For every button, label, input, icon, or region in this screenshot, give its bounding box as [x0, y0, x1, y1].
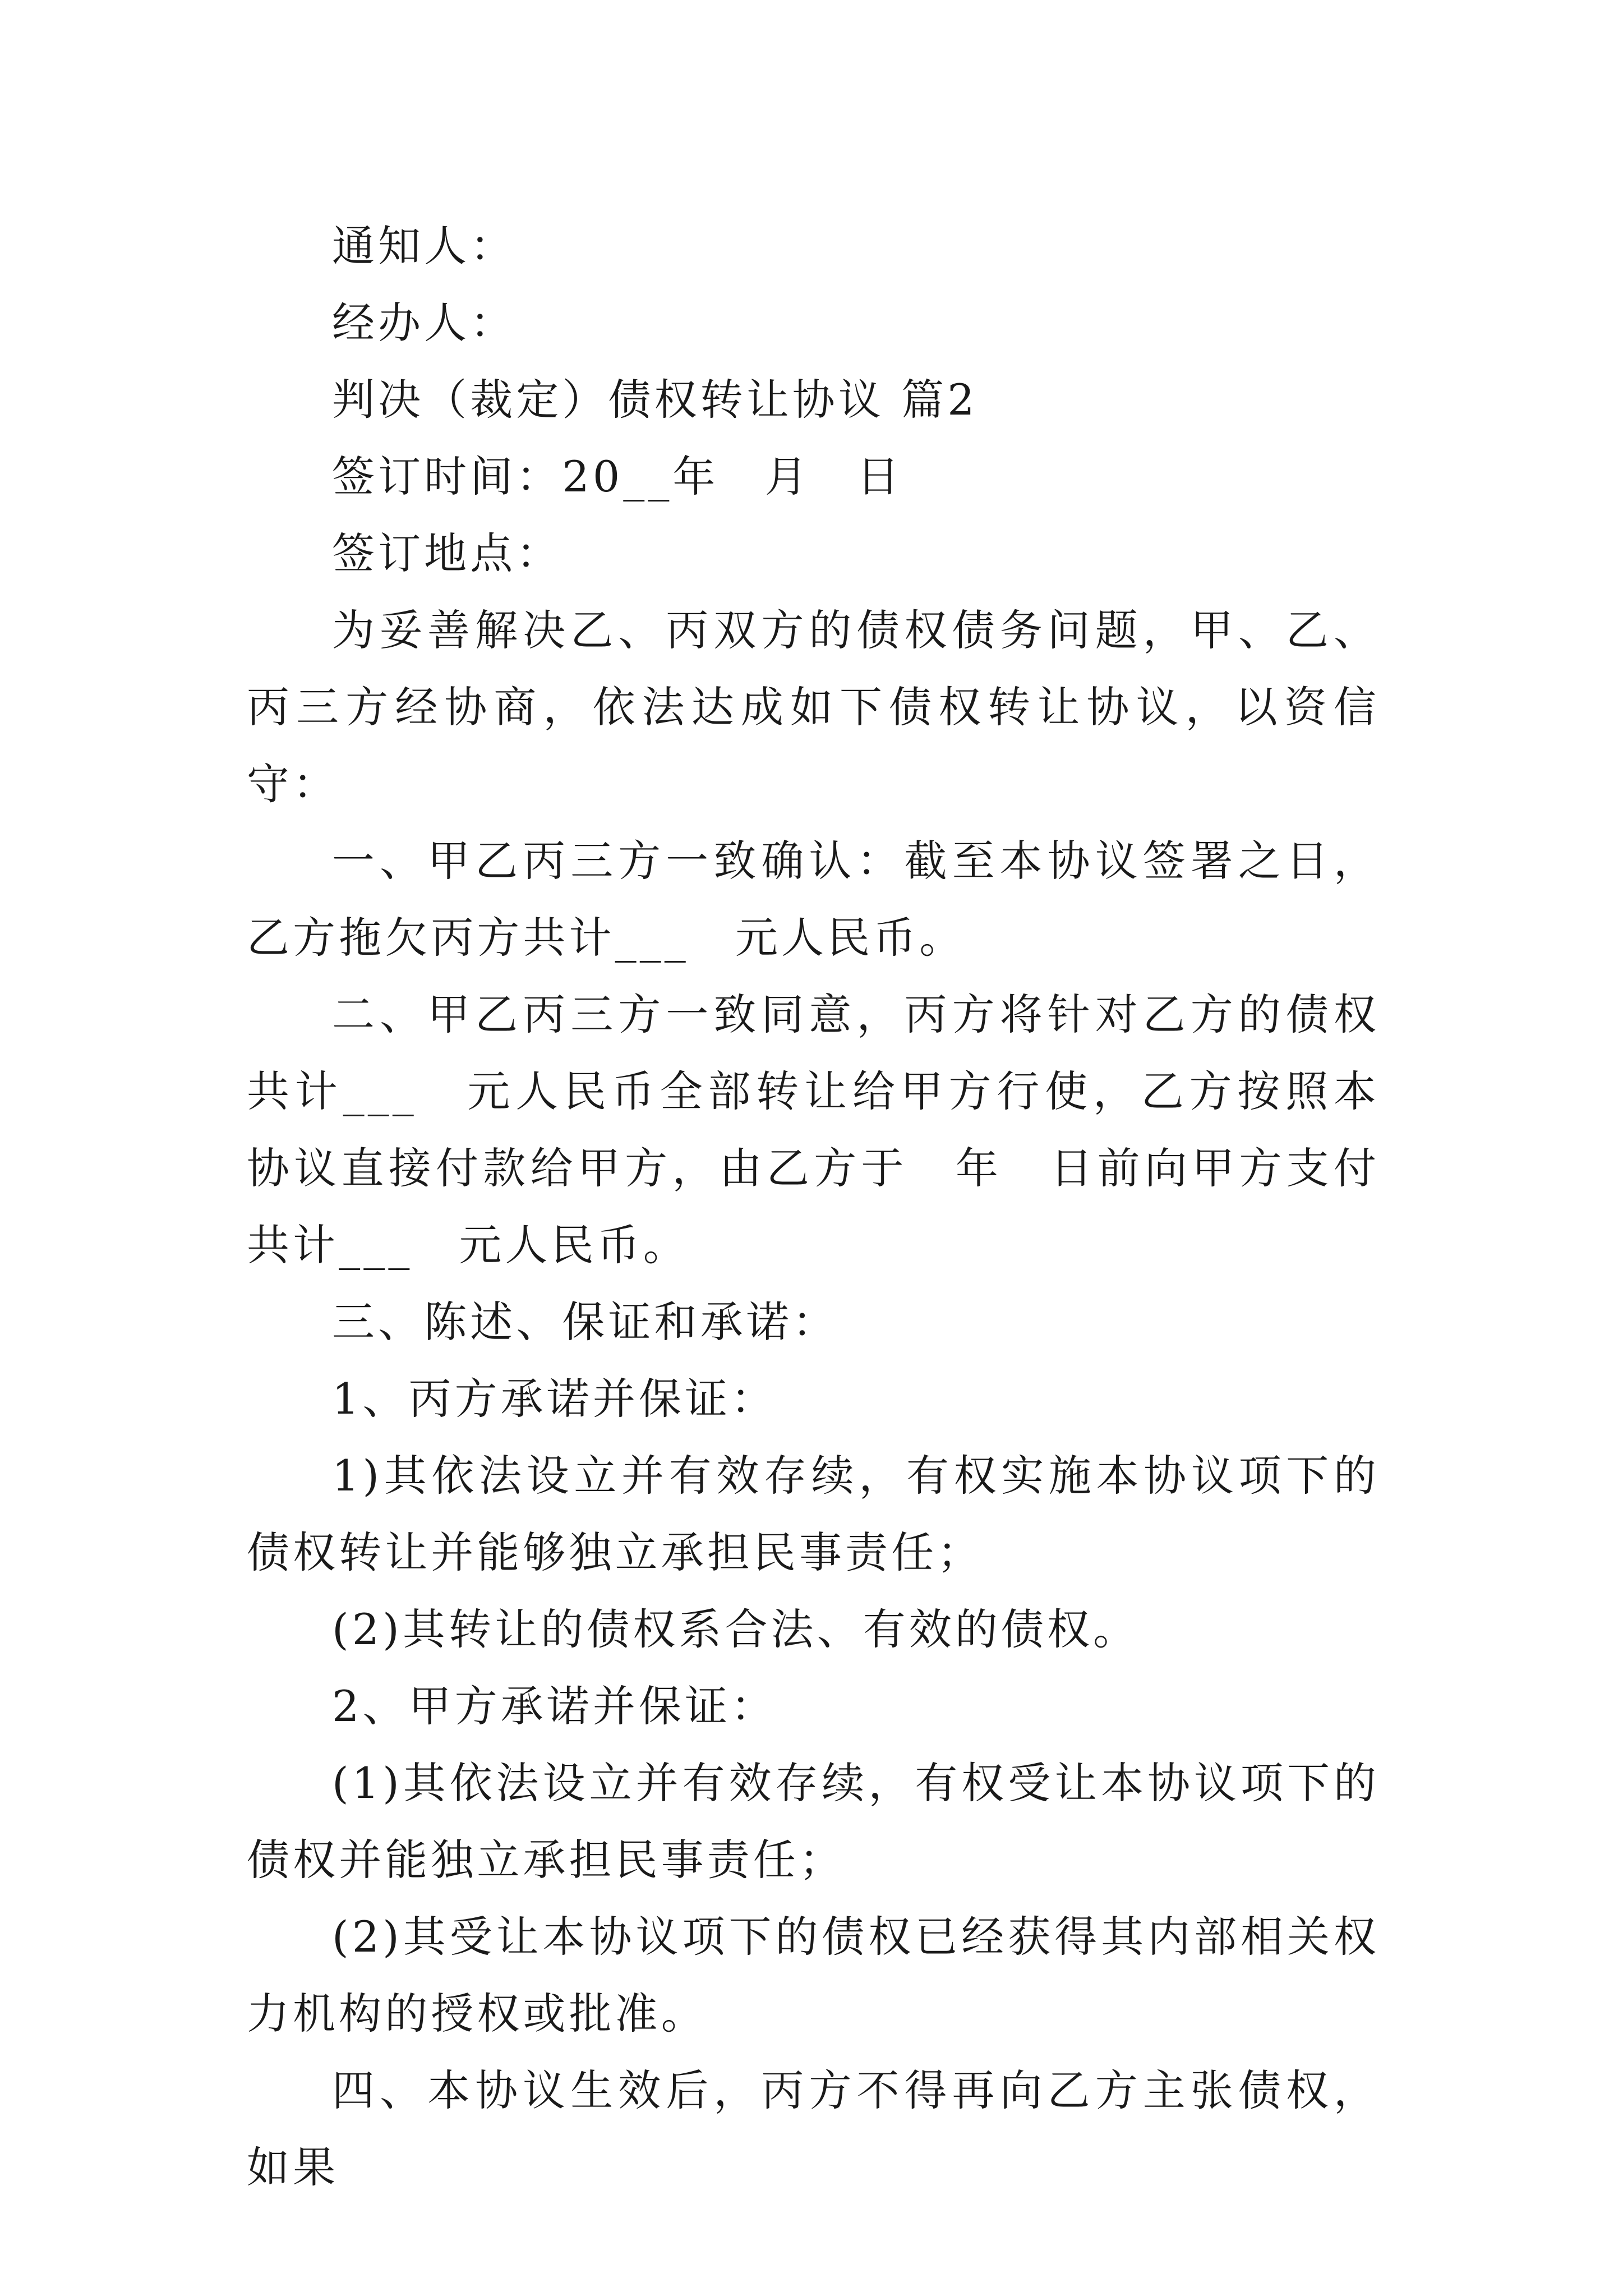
party-a-warranty-2: (2)其受让本协议项下的债权已经获得其内部相关权力机构的授权或批准。	[247, 1912, 1380, 2039]
party-c-warranty-1: 1)其依法设立并有效存续，有权实施本协议项下的债权转让并能够独立承担民事责任；	[247, 1451, 1380, 1577]
preamble-paragraph: 为妥善解决乙、丙双方的债权债务问题，甲、乙、丙三方经协商，依法达成如下债权转让协议，以资信守：	[247, 605, 1380, 809]
signing-place-line: 签订地点：	[332, 528, 562, 578]
signing-date-line: 签订时间：20__年 月 日	[332, 452, 903, 501]
party-c-warranty-2: (2)其转让的债权系合法、有效的债权。	[332, 1604, 1140, 1654]
notifier-line: 通知人：	[332, 221, 517, 271]
section-title: 判决（裁定）债权转让协议 篇2	[332, 375, 978, 425]
document-body	[247, 208, 1380, 2206]
handler-line: 经办人：	[332, 298, 517, 348]
clause-one: 一、甲乙丙三方一致确认：截至本协议签署之日，乙方拖欠丙方共计___ 元人民币。	[247, 836, 1380, 963]
clause-three-heading: 三、陈述、保证和承诺：	[332, 1297, 838, 1347]
party-a-warranty-1: (1)其依法设立并有效存续，有权受让本协议项下的债权并能独立承担民事责任；	[247, 1758, 1380, 1885]
clause-two: 二、甲乙丙三方一致同意，丙方将针对乙方的债权共计___ 元人民币全部转让给甲方行使，乙方按照本协议直接付款给甲方，由乙方于 年 日前向甲方支付共计___ 元人民币。	[247, 990, 1380, 1270]
party-a-warranty-heading: 2、甲方承诺并保证：	[332, 1681, 777, 1731]
party-c-warranty-heading: 1、丙方承诺并保证：	[332, 1374, 777, 1424]
clause-four: 四、本协议生效后，丙方不得再向乙方主张债权，如果	[247, 2065, 1380, 2192]
